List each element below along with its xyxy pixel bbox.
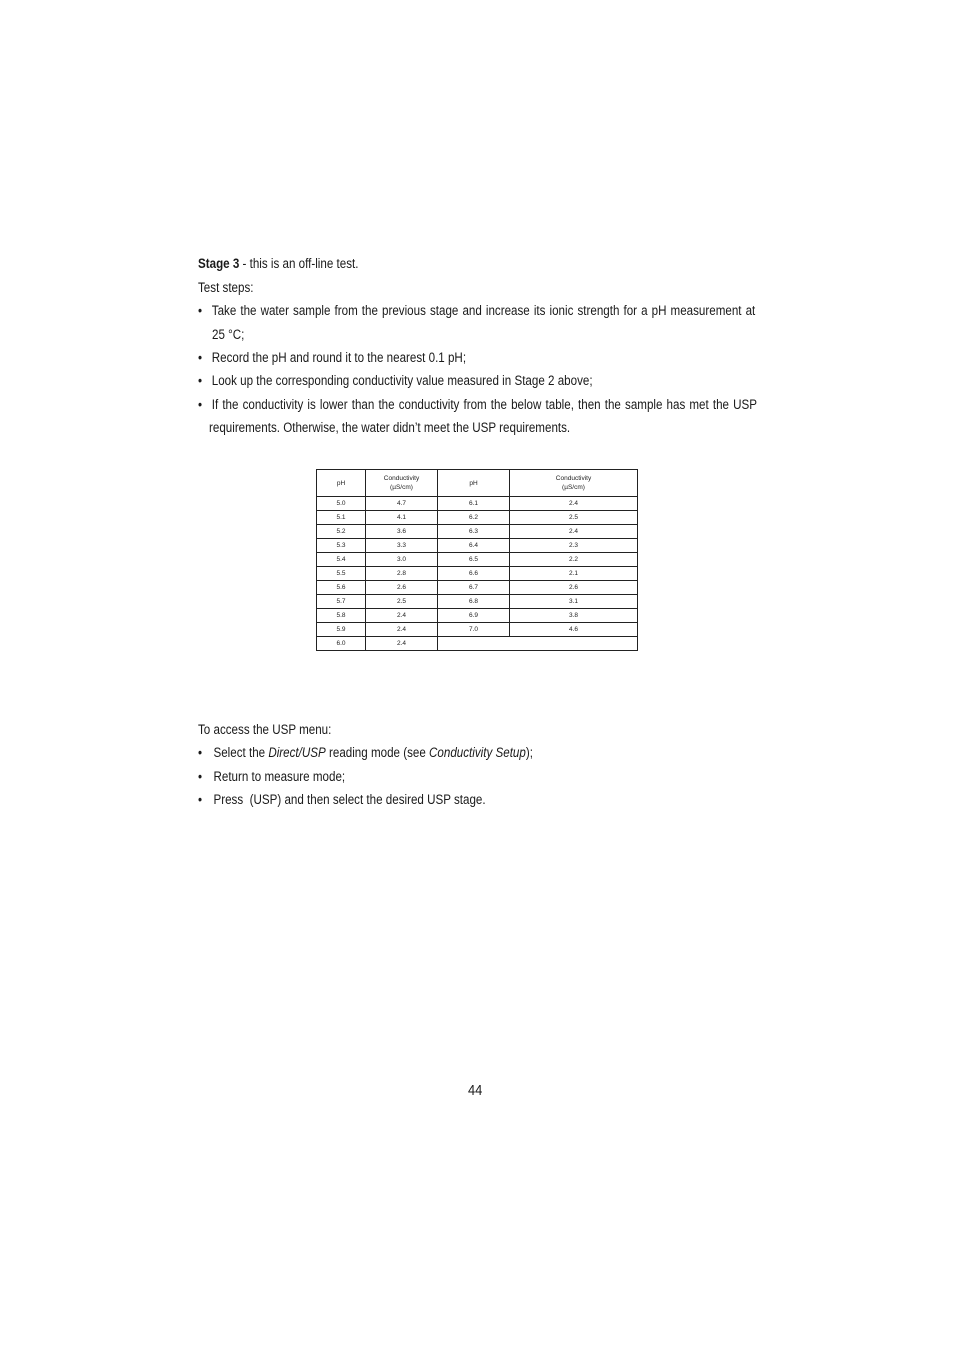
bullet-list-item <box>198 303 755 319</box>
table-cell-conductivity: 2.2 <box>510 553 638 567</box>
table-cell-conductivity: 3.8 <box>510 609 638 623</box>
table-cell-conductivity: 2.4 <box>366 637 438 651</box>
stage3-label: Stage 3 <box>198 256 240 271</box>
header-conductivity-label: Conductivity <box>383 475 420 482</box>
table-row <box>317 553 638 567</box>
table-cell-ph: 6.9 <box>438 609 510 623</box>
table-cell-ph: 6.3 <box>438 525 510 539</box>
bullet-text: Look up the corresponding conductivity value measured in Stage 2 above; <box>211 373 593 388</box>
table-cell-ph: 6.4 <box>438 539 510 553</box>
table-cell-conductivity: 2.3 <box>510 539 638 553</box>
bullet-icon: • <box>198 397 203 412</box>
table-cell-conductivity: 3.6 <box>366 525 438 539</box>
table-header-row <box>317 470 638 497</box>
table-cell-conductivity: 2.6 <box>366 581 438 595</box>
table-cell-ph: 6.0 <box>317 637 366 651</box>
table-cell-ph: 5.8 <box>317 609 366 623</box>
table-cell-conductivity: 2.5 <box>510 511 638 525</box>
bullet-text: If the conductivity is lower than the conductivity from the below table, then the sample has met the USP <box>211 397 757 412</box>
bullet-text: reading mode (see <box>325 745 430 760</box>
bullet-icon: • <box>198 769 203 784</box>
table-cell-ph: 5.1 <box>317 511 366 525</box>
table-cell-conductivity: 3.3 <box>366 539 438 553</box>
table-cell-ph: 5.5 <box>317 567 366 581</box>
table-cell-ph: 5.2 <box>317 525 366 539</box>
table-cell-conductivity: 4.7 <box>366 497 438 511</box>
table-row <box>317 511 638 525</box>
table-cell-conductivity: 2.4 <box>366 609 438 623</box>
table-row <box>317 595 638 609</box>
header-conductivity-unit: (µS/cm) <box>390 484 413 491</box>
direct-usp-term: Direct/USP <box>268 745 326 760</box>
usp-conductivity-table <box>316 469 638 651</box>
conductivity-setup-link: Conductivity Setup <box>429 745 526 760</box>
table-cell-ph: 6.7 <box>438 581 510 595</box>
bullet-list-item <box>198 350 466 366</box>
table-row <box>317 567 638 581</box>
table-cell-conductivity: 2.4 <box>510 497 638 511</box>
bullet-text: Return to measure mode; <box>213 769 346 784</box>
table-cell-ph: 6.8 <box>438 595 510 609</box>
table-cell-ph: 6.1 <box>438 497 510 511</box>
table-row <box>317 623 638 637</box>
stage3-heading <box>198 256 358 272</box>
table-cell-ph: 5.6 <box>317 581 366 595</box>
table-cell-ph: 5.0 <box>317 497 366 511</box>
bullet-icon: • <box>198 350 203 365</box>
test-steps-label: Test steps: <box>198 280 254 295</box>
table-cell-conductivity: 2.1 <box>510 567 638 581</box>
table-cell-conductivity: 3.1 <box>510 595 638 609</box>
table-cell-conductivity: 2.6 <box>510 581 638 595</box>
bullet-icon: • <box>198 745 203 760</box>
table-cell-ph: 5.9 <box>317 623 366 637</box>
stage3-heading-text: - this is an off-line test. <box>239 256 359 271</box>
header-conductivity-label: Conductivity <box>555 475 592 482</box>
usp-menu-intro: To access the USP menu: <box>198 722 332 737</box>
table-cell-ph: 5.7 <box>317 595 366 609</box>
bullet-icon: • <box>198 792 203 807</box>
table-cell-conductivity: 2.8 <box>366 567 438 581</box>
bullet-list-item <box>198 792 486 808</box>
table-row <box>317 637 638 651</box>
bullet-text: Press (USP) and then select the desired USP stage. <box>213 792 486 807</box>
table-cell-conductivity: 4.1 <box>366 511 438 525</box>
table-cell-conductivity: 2.4 <box>366 623 438 637</box>
bullet-list-item <box>198 397 757 413</box>
table-cell-ph: 5.3 <box>317 539 366 553</box>
table-cell-empty <box>438 637 638 651</box>
table-row <box>317 525 638 539</box>
header-conductivity-unit: (µS/cm) <box>562 484 585 491</box>
table-cell-ph: 6.6 <box>438 567 510 581</box>
table-cell-conductivity: 3.0 <box>366 553 438 567</box>
table-row <box>317 581 638 595</box>
table-row <box>317 609 638 623</box>
table-cell-ph: 5.4 <box>317 553 366 567</box>
table-cell-conductivity: 4.6 <box>510 623 638 637</box>
header-conductivity <box>366 470 438 497</box>
table-cell-conductivity: 2.5 <box>366 595 438 609</box>
header-ph: pH <box>438 470 510 497</box>
table-body <box>317 497 638 651</box>
bullet-text: ); <box>525 745 533 760</box>
bullet-list-item <box>198 769 345 785</box>
bullet-text: Select the <box>213 745 269 760</box>
bullet-text: Take the water sample from the previous stage and increase its ionic strength for a pH measurement at <box>211 303 756 318</box>
header-conductivity <box>510 470 638 497</box>
bullet-icon: • <box>198 373 203 388</box>
table-row <box>317 539 638 553</box>
bullet-text-continuation: 25 °C; <box>212 327 245 342</box>
bullet-list-item <box>198 373 593 389</box>
header-ph: pH <box>317 470 366 497</box>
bullet-text: Record the pH and round it to the nearest 0.1 pH; <box>211 350 467 365</box>
bullet-list-item <box>198 745 533 761</box>
page-number: 44 <box>468 1082 483 1099</box>
bullet-text-continuation: requirements. Otherwise, the water didn’t meet the USP requirements. <box>209 420 571 435</box>
table-cell-conductivity: 2.4 <box>510 525 638 539</box>
table-cell-ph: 6.5 <box>438 553 510 567</box>
table-row <box>317 497 638 511</box>
table-cell-ph: 7.0 <box>438 623 510 637</box>
table-cell-ph: 6.2 <box>438 511 510 525</box>
bullet-icon: • <box>198 303 203 318</box>
